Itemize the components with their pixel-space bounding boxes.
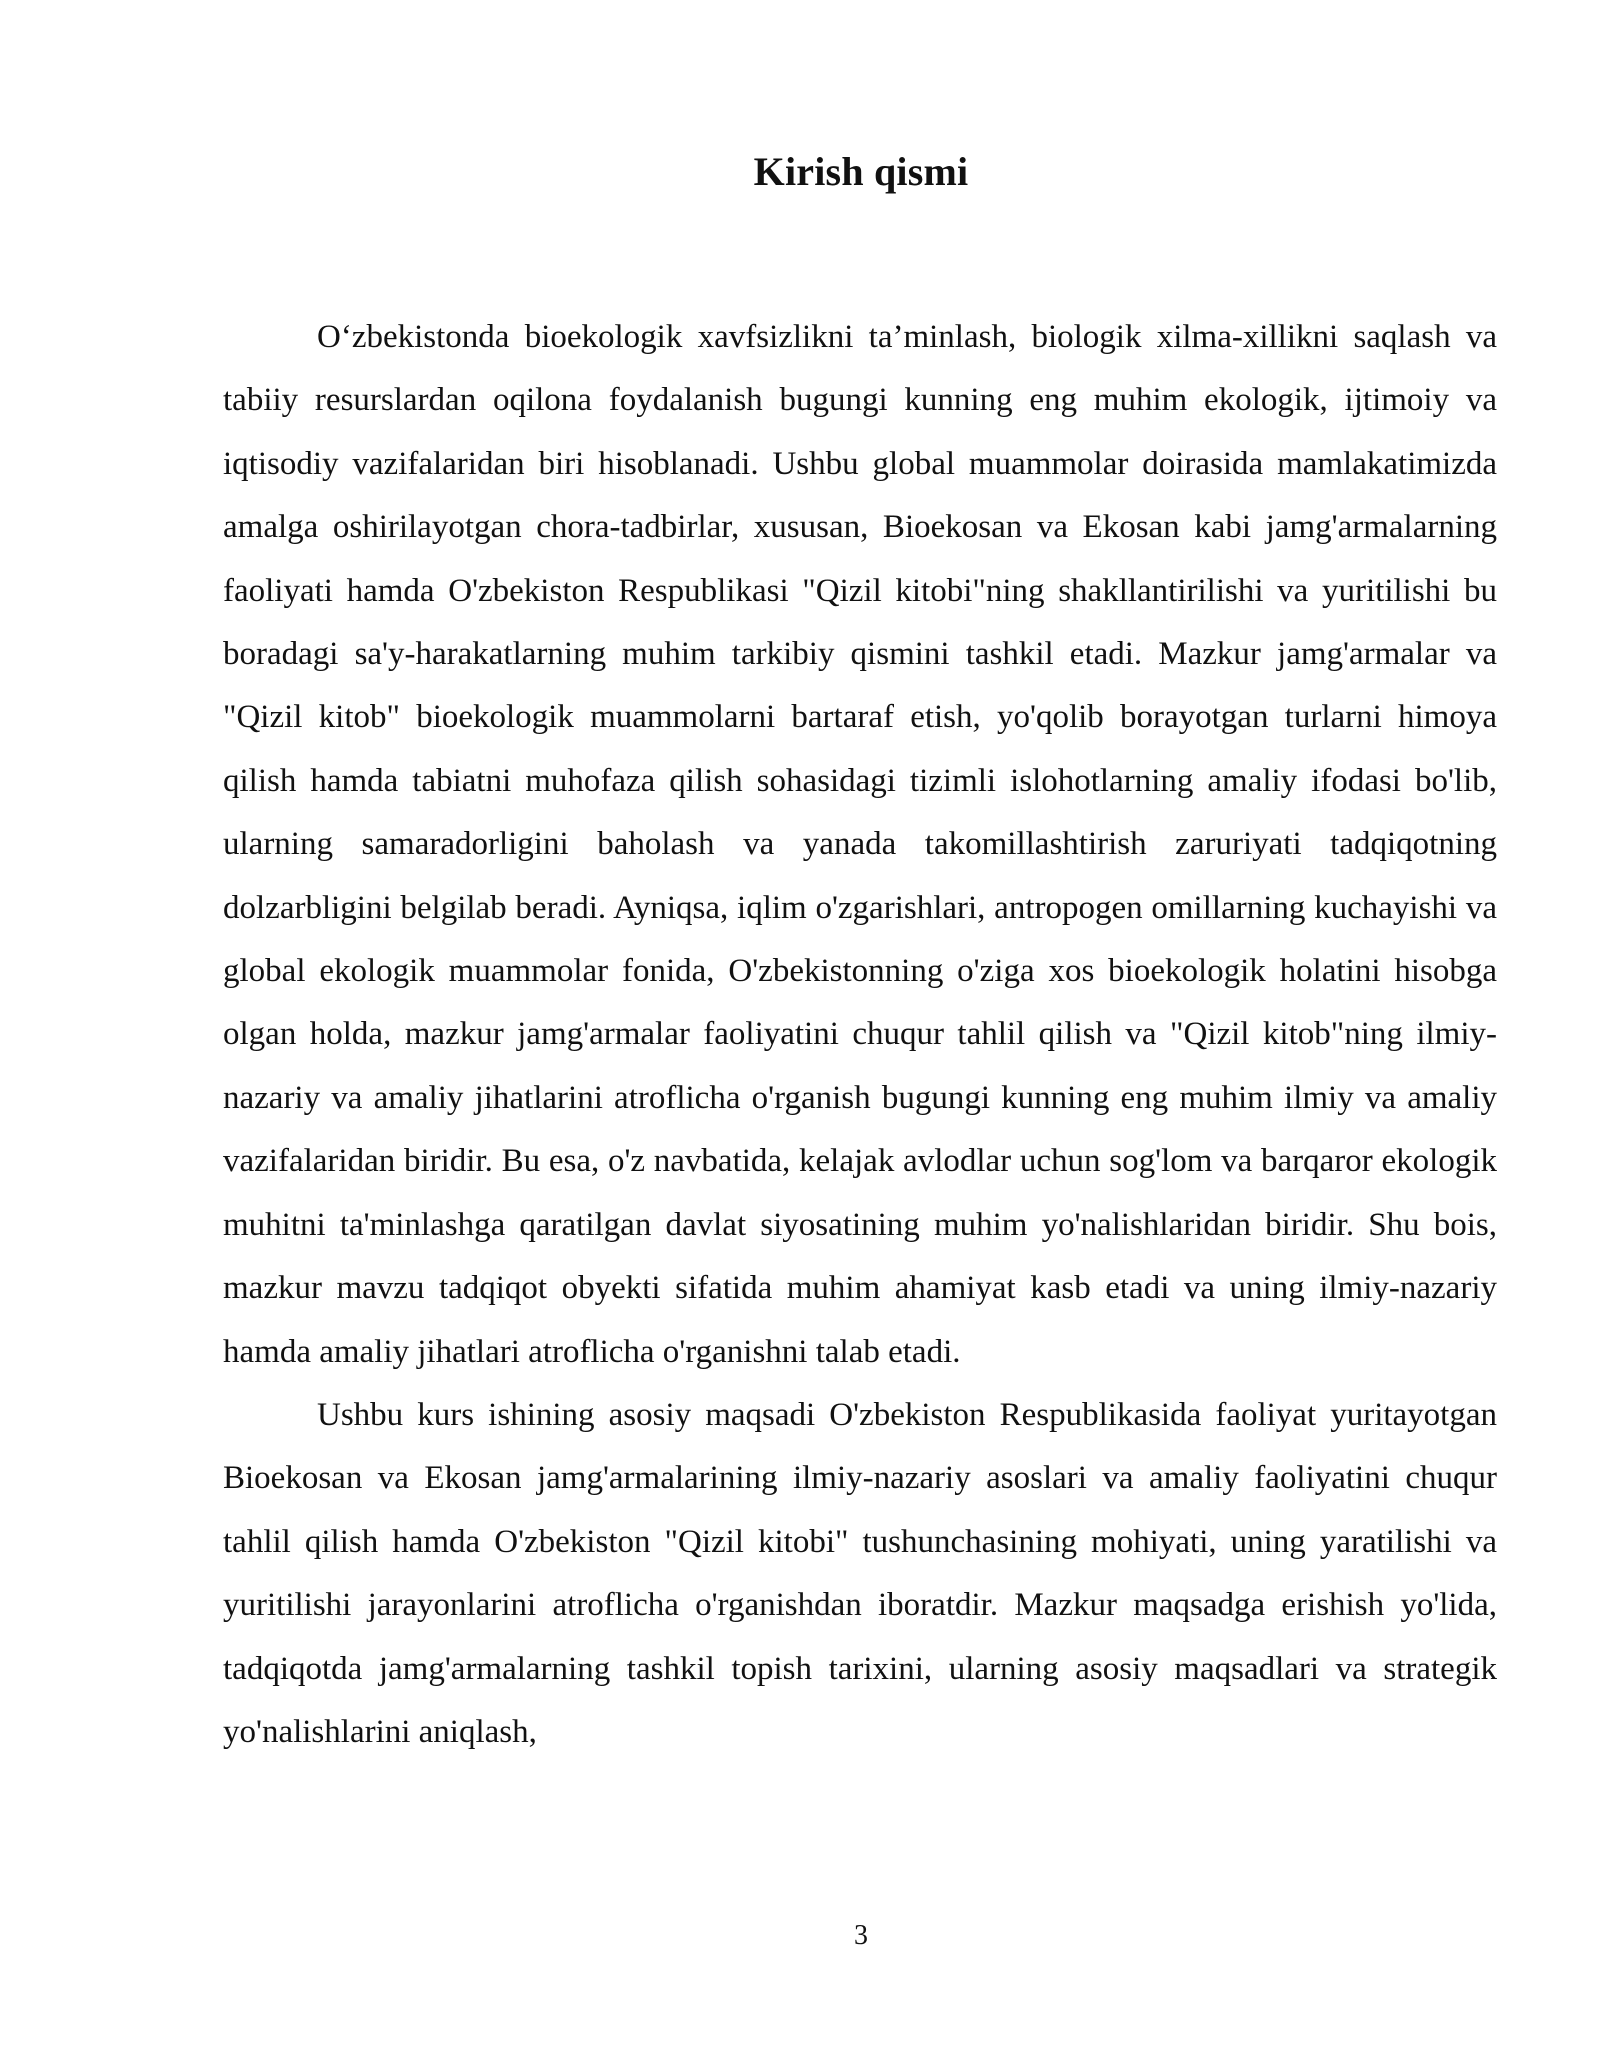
paragraph-2: Ushbu kurs ishining asosiy maqsadi O'zbekiston Respublikasida faoliyat yuritayotgan Bioekosan va Ekosan jamg'armalarining ilmiy-nazariy asoslari va amaliy faoliyatini chuqur tahlil qilish hamda O'zbekiston "Qizil kitobi" tushunchasining mohiyati, uning yaratilishi va yuritilishi jarayonlarini atroflicha o'rganishdan iboratdir. Mazkur maqsadga erishish yo'lida, tadqiqotda jamg'armalarning tashkil topish tarixini, ularning asosiy maqsadlari va strategik yo'nalishlarini aniqlash, [223, 1396, 1497, 1750]
page-title: Kirish qismi [753, 149, 969, 194]
paragraph-1: O‘zbekistonda bioekologik xavfsizlikni ta’minlash, biologik xilma-xillikni saqlash va tabiiy resurslardan oqilona foydalanish bugungi kunning eng muhim ekologik, ijtimoiy va iqtisodiy vazifalaridan biri hisoblanadi. Ushbu global muammolar doirasida mamlakatimizda amalga oshirilayotgan chora-tadbirlar, xususan, Bioekosan va Ekosan kabi jamg'armalarning faoliyati hamda O'zbekiston Respublikasi "Qizil kitobi"ning shakllantirilishi va yuritilishi bu boradagi sa'y-harakatlarning muhim tarkibiy qismini tashkil etadi. Mazkur jamg'armalar va "Qizil kitob" bioekologik muammolarni bartaraf etish, yo'qolib borayotgan turlarni himoya qilish hamda tabiatni muhofaza qilish sohasidagi tizimli islohotlarning amaliy ifodasi bo'lib, ularning samaradorligini baholash va yanada takomillashtirish zaruriyati tadqiqotning dolzarbligini belgilab beradi. Ayniqsa, iqlim o'zgarishlari, antropogen omillarning kuchayishi va global ekologik muammolar fonida, O'zbekistonning o'ziga xos bioekologik holatini hisobga olgan holda, mazkur jamg'armalar faoliyatini chuqur tahlil qilish va "Qizil kitob"ning ilmiy-nazariy va amaliy jihatlarini atroflicha o'rganish bugungi kunning eng muhim ilmiy va amaliy vazifalaridan biridir. Bu esa, o'z navbatida, kelajak avlodlar uchun sog'lom va barqaror ekologik muhitni ta'minlashga qaratilgan davlat siyosatining muhim yo'nalishlaridan biridir. Shu bois, mazkur mavzu tadqiqot obyekti sifatida muhim ahamiyat kasb etadi va uning ilmiy-nazariy hamda amaliy jihatlari atroflicha o'rganishni talab etadi. [223, 319, 1497, 1370]
body-text [223, 306, 1497, 1764]
page-number: 3 [854, 1920, 868, 1951]
